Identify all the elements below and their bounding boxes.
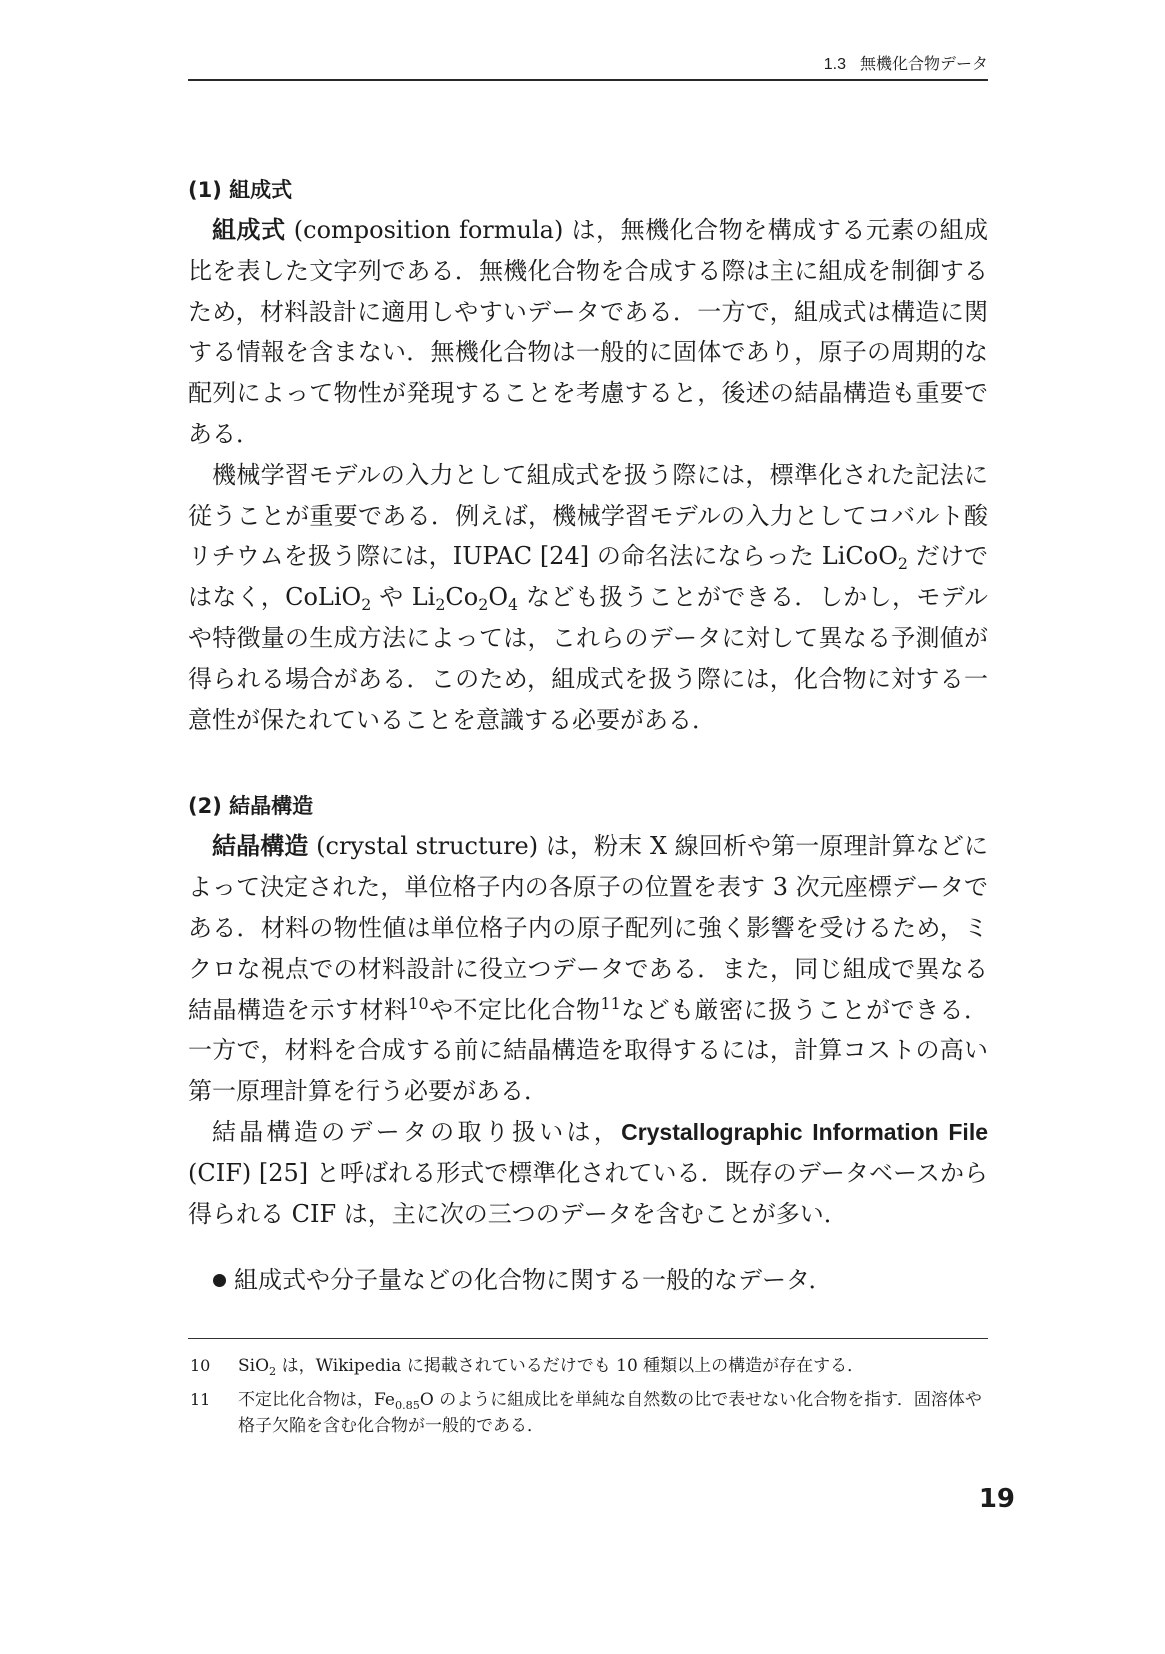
formula-subscript: 2 <box>435 595 446 615</box>
section-composition-formula <box>188 170 988 740</box>
bullet-icon <box>213 1274 226 1287</box>
paragraph-text: 機械学習モデルの入力として組成式を扱う際には，標準化された記法に従うことが重要である．例えば，機械学習モデルの入力としてコバルト酸リチウムを扱う際には，IUPAC [24] の命名法にならった <box>188 460 988 571</box>
footnotes <box>188 1338 988 1447</box>
page-body <box>188 170 988 1301</box>
paragraph-crystal-definition <box>188 826 988 1112</box>
section-crystal-structure <box>188 786 988 1301</box>
term-cif: Crystallographic Information File <box>621 1118 989 1145</box>
header-section-title: 無機化合物データ <box>859 56 988 73</box>
formula-text: O <box>488 583 508 612</box>
formula-subscript: 2 <box>478 595 489 615</box>
formula-colio2 <box>285 583 372 615</box>
paragraph-text: や不定比化合物 <box>428 995 601 1024</box>
formula-licoo2 <box>821 542 908 574</box>
paragraph-text: だけではなく， <box>188 542 988 612</box>
paragraph-text: (crystal structure) は，粉末 X 線回析や第一原理計算などによって決定された，単位格子内の各原子の位置を表す 3 次元座標データである．材料の物性値は単位格子内の原子配列に強く影響を受けるため，ミクロな視点での材料設計に役立つデータである．また，同じ組成で異なる結晶構造を示す材料 <box>188 832 989 1024</box>
footnote <box>188 1353 988 1379</box>
paragraph-text: 結晶構造のデータの取り扱いは， <box>212 1117 622 1146</box>
footnote-text <box>238 1353 988 1379</box>
paragraph-text: なども扱うことができる．しかし，モデルや特徴量の生成方法によっては，これらのデータに対して異なる予測値が得られる場合がある．このため，組成式を扱う際には，化合物に対する一意性が保たれていることを意識する必要がある． <box>188 583 988 734</box>
paragraph-text: や <box>371 583 412 612</box>
formula-text: SiO <box>238 1356 270 1376</box>
formula-subscript: 2 <box>897 554 908 574</box>
footnote-number: 10 <box>190 1356 211 1375</box>
section-heading: (1) 組成式 <box>188 178 293 202</box>
formula-text: CoLiO <box>285 583 362 612</box>
footnote-reference: 11 <box>600 993 621 1013</box>
bullet-list <box>188 1260 988 1301</box>
formula-text: Co <box>445 583 479 612</box>
formula-subscript: 2 <box>269 1364 277 1378</box>
paragraph-text: (composition formula) は，無機化合物を構成する元素の組成比を表した文字列である．無機化合物を合成する際は主に組成を制御するため，材料設計に適用しやすいデータである．一方で，組成式は構造に関する情報を含まない．無機化合物は一般的に固体であり，原子の周期的な配列によって物性が発現することを考慮すると，後述の結晶構造も重要である． <box>188 216 989 448</box>
paragraph-composition-definition <box>188 210 988 455</box>
footnote-body: O のように組成比を単純な自然数の比で表せない化合物を指す．固溶体や格子欠陥を含む化合物が一般的である． <box>238 1390 982 1436</box>
page-number: 19 <box>978 1484 1015 1514</box>
footnote-body: 不定比化合物は，Fe <box>238 1390 395 1410</box>
paragraph-cif <box>188 1112 988 1234</box>
list-item-text: 組成式や分子量などの化合物に関する一般的なデータ． <box>234 1266 833 1295</box>
formula-subscript: 0.85 <box>394 1398 420 1412</box>
header-section-number: 1.3 <box>823 56 846 73</box>
footnote <box>188 1387 988 1439</box>
formula-subscript: 2 <box>361 595 372 615</box>
formula-text: Li <box>411 583 436 612</box>
section-heading: (2) 結晶構造 <box>188 794 314 819</box>
formula-text: LiCoO <box>821 542 898 571</box>
running-header <box>188 50 988 81</box>
formula-subscript: 4 <box>508 595 519 615</box>
footnote-text <box>238 1387 988 1439</box>
paragraph-text: (CIF) [25] と呼ばれる形式で標準化されている．既存のデータベースから得られる CIF は，主に次の三つのデータを含むことが多い． <box>188 1158 988 1228</box>
paragraph-text: なども厳密に扱うことができる．一方で，材料を合成する前に結晶構造を取得するには，計算コストの高い第一原理計算を行う必要がある． <box>188 995 989 1106</box>
footnote-body: は，Wikipedia に掲載されているだけでも 10 種類以上の構造が存在する． <box>276 1356 865 1376</box>
term-composition-formula: 組成式 <box>212 216 286 244</box>
formula-li2co2o4 <box>411 583 519 615</box>
paragraph-composition-notation <box>188 455 988 741</box>
list-item <box>188 1260 988 1301</box>
term-crystal-structure: 結晶構造 <box>212 832 309 861</box>
footnote-number: 11 <box>190 1390 211 1409</box>
footnote-reference: 10 <box>408 993 429 1013</box>
